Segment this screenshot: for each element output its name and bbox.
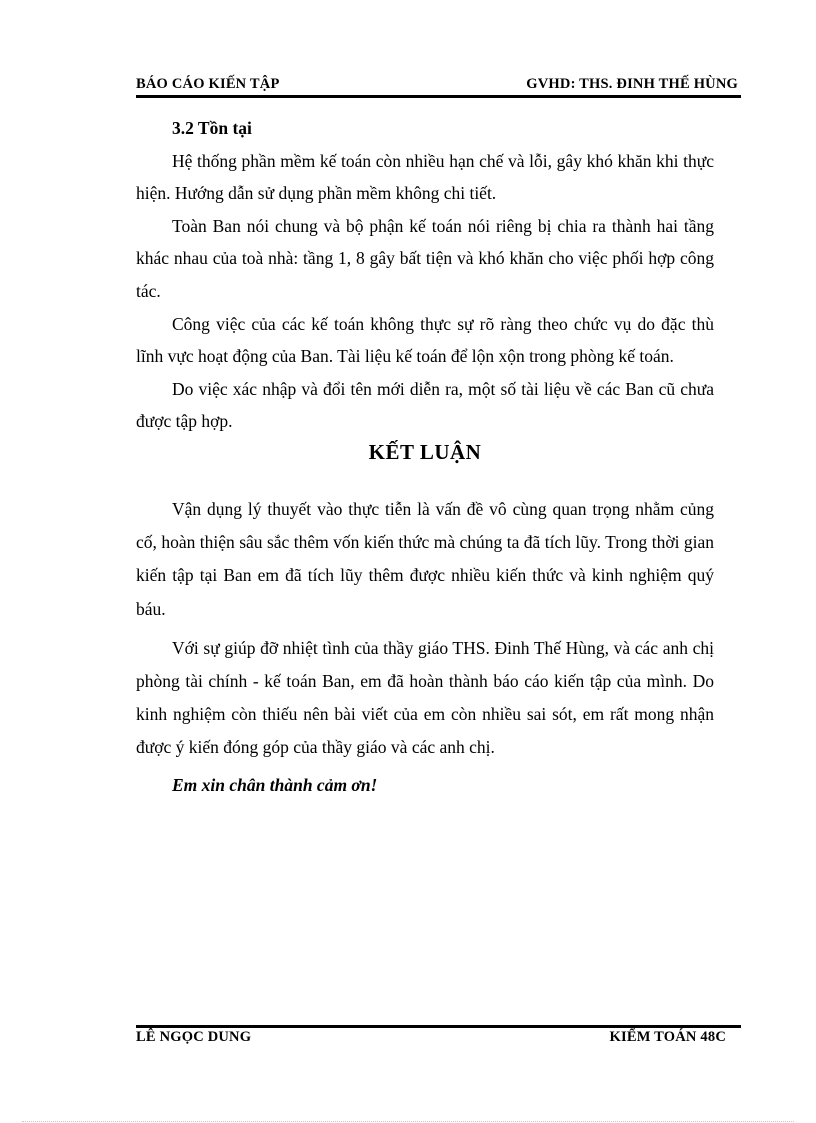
conclusion-body <box>136 493 714 802</box>
page-footer <box>136 1029 740 1049</box>
page-header <box>136 76 740 96</box>
section-existing-issues <box>136 112 714 438</box>
closing-thanks: Em xin chân thành cảm ơn! <box>172 774 378 795</box>
section-heading: 3.2 Tồn tại <box>172 118 252 138</box>
header-advisor: GVHD: THS. ĐINH THẾ HÙNG <box>526 76 738 92</box>
footer-divider <box>136 1025 741 1028</box>
conclusion-paragraph-thanks: Với sự giúp đỡ nhiệt tình của thầy giáo THS. Đinh Thế Hùng, và các anh chị phòng tài chính - kế toán Ban, em đã hoàn thành báo cáo kiến tập của mình. Do kinh nghiệm còn thiếu nên bài viết của em còn nhiều sai sót, em rất mong nhận được ý kiến đóng góp của thầy giáo và các anh chị. <box>136 637 714 758</box>
footer-class: KIỂM TOÁN 48C <box>609 1029 726 1045</box>
issue-paragraph-floors: Toàn Ban nói chung và bộ phận kế toán nói riêng bị chia ra thành hai tầng khác nhau của toà nhà: tầng 1, 8 gây bất tiện và khó khăn cho việc phối hợp công tác. <box>136 215 714 301</box>
page-bottom-border <box>22 1121 794 1122</box>
conclusion-paragraph-theory: Vận dụng lý thuyết vào thực tiễn là vấn đề vô cùng quan trọng nhằm củng cố, hoàn thiện sâu sắc thêm vốn kiến thức mà chúng ta đã tích lũy. Trong thời gian kiến tập tại Ban em đã tích lũy thêm được nhiều kiến thức và kinh nghiệm quý báu. <box>136 499 714 619</box>
conclusion-title: KẾT LUẬN <box>368 440 482 464</box>
issue-paragraph-software: Hệ thống phần mềm kế toán còn nhiều hạn chế và lỗi, gây khó khăn khi thực hiện. Hướng dẫn sử dụng phần mềm không chi tiết. <box>136 150 714 204</box>
issue-paragraph-documents: Do việc xác nhập và đổi tên mới diễn ra, một số tài liệu về các Ban cũ chưa được tập hợp. <box>136 378 714 432</box>
header-report-title: BÁO CÁO KIẾN TẬP <box>136 76 280 92</box>
footer-author: LÊ NGỌC DUNG <box>136 1029 252 1045</box>
issue-paragraph-duties: Công việc của các kế toán không thực sự rõ ràng theo chức vụ do đặc thù lĩnh vực hoạt động của Ban. Tài liệu kế toán để lộn xộn trong phòng kế toán. <box>136 313 714 367</box>
header-divider <box>136 95 741 98</box>
